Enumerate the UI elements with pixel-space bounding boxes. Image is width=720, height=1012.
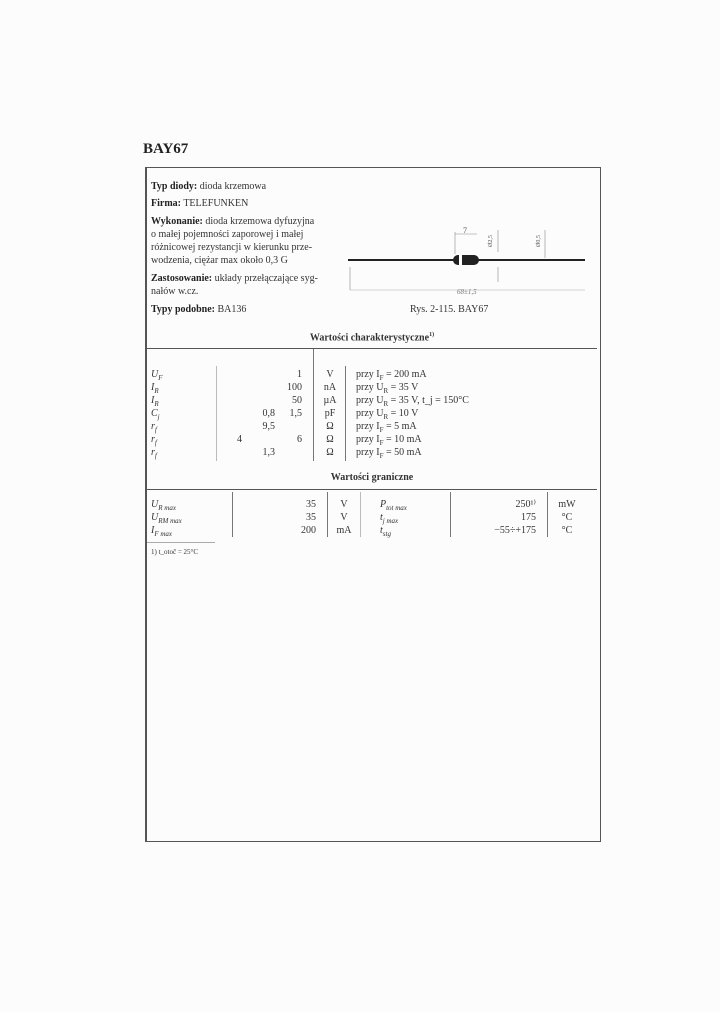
application: Zastosowanie: układy przełączające syg- nałów w.cz.	[151, 273, 318, 297]
max-value: 1	[297, 369, 302, 380]
limit-unit: mA	[336, 525, 352, 536]
param-symbol	[151, 395, 159, 408]
limit-symbol	[151, 499, 176, 512]
symbol: r	[151, 434, 155, 445]
param-symbol	[151, 382, 159, 395]
symbol: U	[151, 369, 159, 380]
limit-value: 200	[301, 525, 316, 536]
symbol: U	[151, 499, 159, 510]
limit-value: 35	[306, 512, 316, 523]
unit: nA	[323, 382, 337, 393]
symbol: C	[151, 408, 158, 419]
limit-unit: V	[340, 512, 348, 523]
param-symbol	[151, 369, 163, 382]
symbol: I	[151, 395, 155, 406]
symbol-sub: RM max	[158, 517, 182, 525]
condition: przy $I_F = 50$ mA	[356, 447, 422, 460]
max-value: 6	[297, 434, 302, 445]
typ-value: 0,8	[262, 408, 275, 419]
typ-value: 9,5	[262, 421, 275, 432]
diode-type: Typ diody: dioda krzemowa	[151, 181, 267, 192]
symbol-sub: R	[154, 400, 159, 408]
footnote: 1) t_otoč = 25°C	[151, 548, 198, 556]
limit-unit-2: mW	[558, 499, 576, 510]
max-value: 100	[287, 382, 302, 393]
param-symbol	[151, 408, 160, 421]
limit-symbol	[151, 525, 172, 538]
limit-symbol-2: $t_{stg}$	[380, 525, 391, 538]
limit-symbol-2: $t_{j max}$	[380, 512, 399, 525]
symbol: I	[151, 525, 155, 536]
limit-unit-2: °C	[561, 525, 573, 536]
char-title: Wartości charakterystyczne$^{1)}$	[309, 332, 435, 344]
max-value: 1,5	[289, 408, 302, 419]
symbol-sub: f	[154, 452, 157, 460]
param-symbol	[151, 447, 157, 460]
condition: przy $U_R = 35$ V, t_j = 150°C	[356, 395, 469, 408]
unit: Ω	[326, 421, 334, 432]
dim-body: 7	[463, 226, 467, 235]
symbol-sub: f	[154, 426, 157, 434]
condition: przy $I_F = 10$ mA	[356, 434, 422, 447]
min-value: 4	[237, 434, 242, 445]
unit: V	[326, 369, 334, 380]
dim-dia-lead: Ø0,5	[536, 235, 542, 247]
typ-value: 1,3	[262, 447, 275, 458]
construction: Wykonanie: dioda krzemowa dyfuzyjna o małej pojemności zaporowej i małej różnicowej rezystancji w kierunku prze- wodzenia, ciężar max około 0,3 G	[151, 216, 315, 266]
limit-value-2: 250¹⁾	[515, 499, 536, 510]
limit-value-2: −55÷+175	[494, 525, 536, 536]
symbol: r	[151, 421, 155, 432]
param-symbol	[151, 434, 157, 447]
figure-caption: Rys. 2-115. BAY67	[410, 304, 489, 315]
symbol-sub: F	[158, 374, 163, 382]
limit-symbol-2: $P_{tot max}$	[380, 499, 407, 512]
unit: Ω	[326, 434, 334, 445]
unit: Ω	[326, 447, 334, 458]
condition: przy $I_F = 5$ mA	[356, 421, 417, 434]
max-value: 50	[292, 395, 302, 406]
unit: µA	[323, 395, 337, 406]
limit-unit-2: °C	[561, 512, 573, 523]
symbol: I	[151, 382, 155, 393]
symbol-sub: R max	[158, 504, 176, 512]
diode-drawing	[345, 222, 590, 302]
limit-value-2: 175	[521, 512, 536, 523]
symbol-sub: j	[157, 413, 160, 421]
manufacturer: Firma: TELEFUNKEN	[151, 198, 249, 209]
symbol: r	[151, 447, 155, 458]
dim-dia-body: Ø2,5	[488, 235, 494, 247]
dim-length: 68±1,5	[457, 288, 477, 296]
similar-types: Typy podobne: BA136	[151, 304, 247, 315]
symbol-sub: F max	[154, 530, 173, 538]
page-title: BAY67	[143, 141, 189, 157]
symbol-sub: R	[154, 387, 159, 395]
unit: pF	[324, 408, 336, 419]
limit-symbol	[151, 512, 182, 525]
symbol: U	[151, 512, 159, 523]
condition: przy $U_R = 35$ V	[356, 382, 419, 395]
symbol-sub: f	[154, 439, 157, 447]
limit-unit: V	[340, 499, 348, 510]
limit-value: 35	[306, 499, 316, 510]
limits-title: Wartości graniczne	[330, 472, 414, 483]
condition: przy $I_F = 200$ mA	[356, 369, 427, 382]
condition: przy $U_R = 10$ V	[356, 408, 419, 421]
param-symbol	[151, 421, 157, 434]
